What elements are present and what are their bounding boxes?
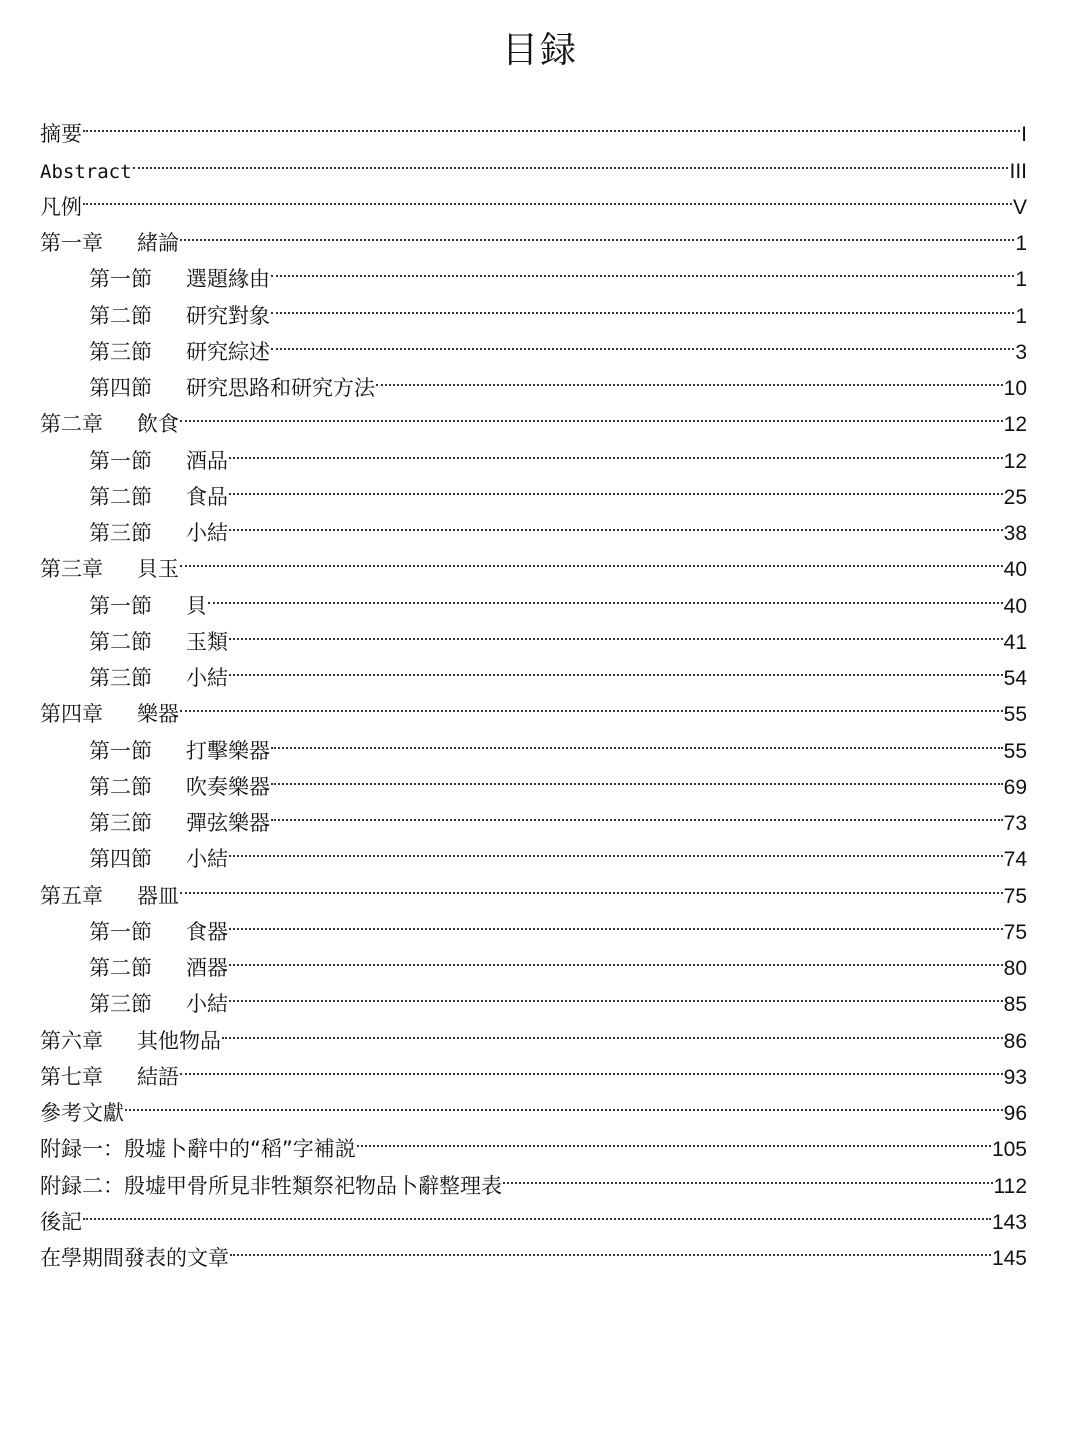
toc-entry-page-number: 112 bbox=[993, 1174, 1027, 1198]
toc-entry-number: 第二節 bbox=[89, 484, 152, 509]
toc-entry-page-number: 25 bbox=[1003, 485, 1027, 509]
dot-leader bbox=[357, 1120, 991, 1156]
dot-leader bbox=[229, 975, 1003, 1011]
toc-entry-title: 凡例 bbox=[40, 194, 82, 219]
toc-entry[interactable] bbox=[40, 866, 1027, 908]
toc-entry-number: 第三節 bbox=[89, 992, 152, 1017]
toc-entry-title: 飲食 bbox=[137, 412, 179, 437]
dot-leader bbox=[229, 939, 1003, 975]
toc-entry-page-number: 12 bbox=[1003, 413, 1027, 437]
dot-leader bbox=[125, 1084, 1003, 1120]
dot-leader bbox=[229, 649, 1003, 685]
toc-entry-number: 第一節 bbox=[89, 919, 152, 944]
dot-leader bbox=[180, 540, 1003, 576]
dot-leader bbox=[229, 830, 1003, 866]
toc-entry-page-number: 1 bbox=[1015, 232, 1027, 255]
toc-entry-label bbox=[89, 334, 270, 370]
toc-entry-title: 小結 bbox=[186, 847, 228, 872]
toc-entry-number: 第五章 bbox=[40, 883, 103, 908]
toc-entry-page-number: 145 bbox=[991, 1247, 1027, 1270]
toc-entry-title: 酒器 bbox=[186, 956, 228, 980]
toc-entry-page-number: 54 bbox=[1003, 667, 1027, 690]
toc-entry[interactable] bbox=[40, 1193, 1027, 1234]
toc-entry-page-number: 38 bbox=[1003, 522, 1027, 545]
page-title: 目録 bbox=[501, 30, 578, 71]
toc-entry[interactable] bbox=[40, 141, 1027, 183]
toc-entry-number: 第三節 bbox=[89, 666, 152, 690]
dot-leader bbox=[180, 866, 1003, 902]
toc-entry-page-number: 1 bbox=[1015, 304, 1027, 328]
toc-entry-label bbox=[40, 406, 179, 442]
dot-leader bbox=[180, 395, 1003, 431]
toc-entry-number: 第三節 bbox=[89, 521, 152, 545]
toc-entry[interactable] bbox=[40, 540, 1027, 582]
toc-entry-number: 第二節 bbox=[89, 774, 152, 799]
toc-entry-label bbox=[40, 189, 82, 225]
toc-entry-title: 其他物品 bbox=[137, 1028, 221, 1053]
toc-entry-title: 研究思路和研究方法 bbox=[186, 376, 375, 400]
toc-entry-title: 食器 bbox=[186, 919, 228, 944]
dot-leader bbox=[83, 178, 1012, 214]
toc-entry-label bbox=[89, 986, 228, 1022]
toc-entry-page-number: 40 bbox=[1003, 558, 1027, 582]
toc-entry[interactable] bbox=[40, 685, 1027, 727]
toc-entry-number: 第七章 bbox=[40, 1064, 103, 1089]
toc-entry-title: 小結 bbox=[186, 666, 228, 690]
dot-leader bbox=[271, 721, 1003, 757]
toc-entry-number: 第二節 bbox=[89, 629, 152, 654]
toc-entry[interactable] bbox=[40, 105, 1027, 147]
toc-entry-title: 吹奏樂器 bbox=[186, 774, 270, 799]
toc-entry-title: 彈弦樂器 bbox=[186, 811, 270, 835]
dot-leader bbox=[229, 903, 1003, 939]
toc-entry-page-number: 10 bbox=[1003, 377, 1027, 400]
dot-leader bbox=[271, 250, 1014, 286]
toc-entry-title: 器皿 bbox=[137, 883, 179, 908]
toc-entry[interactable] bbox=[40, 214, 1027, 255]
toc-entry-title: 摘要 bbox=[40, 122, 82, 147]
toc-entry[interactable] bbox=[40, 1084, 1027, 1125]
toc-entry-number: 第二節 bbox=[89, 956, 152, 980]
toc-entry-page-number: 3 bbox=[1015, 340, 1027, 364]
toc-entry-title: 研究對象 bbox=[186, 303, 270, 328]
toc-entry-number: 第二章 bbox=[40, 412, 103, 437]
toc-entry-title: 小結 bbox=[186, 992, 228, 1017]
toc-entry-page-number: 69 bbox=[1003, 775, 1027, 799]
toc-entry-title: 附録一：殷墟卜辭中的“稻”字補説 bbox=[40, 1137, 356, 1162]
toc-entry-label bbox=[89, 588, 207, 624]
dot-leader bbox=[180, 1048, 1003, 1084]
dot-leader bbox=[271, 794, 1003, 830]
dot-leader bbox=[133, 141, 1009, 177]
toc-entry-page-number: 41 bbox=[1003, 630, 1027, 654]
dot-leader bbox=[229, 468, 1003, 504]
dot-leader bbox=[230, 1229, 991, 1265]
toc-entry-page-number: 143 bbox=[991, 1210, 1027, 1234]
toc-entry-page-number: 55 bbox=[1003, 739, 1027, 763]
toc-entry-number: 第一節 bbox=[89, 448, 152, 473]
dot-leader bbox=[222, 1011, 1003, 1047]
toc-entry-title: 食品 bbox=[186, 484, 228, 509]
toc-entry-label bbox=[89, 443, 228, 479]
toc-entry-page-number: 86 bbox=[1003, 1029, 1027, 1053]
toc-entry-page-number: 55 bbox=[1003, 703, 1027, 727]
toc-entry-page-number: 105 bbox=[991, 1138, 1027, 1162]
toc-entry-page-number: 93 bbox=[1003, 1065, 1027, 1089]
toc-entry-label bbox=[40, 878, 179, 914]
toc-entry-title: 緒論 bbox=[137, 231, 179, 255]
toc-entry[interactable] bbox=[40, 903, 1027, 944]
toc-entry-label bbox=[89, 950, 228, 986]
toc-entry-label bbox=[40, 1204, 82, 1240]
toc-entry-page-number: 74 bbox=[1003, 848, 1027, 872]
toc-entry-title: 後記 bbox=[40, 1209, 82, 1234]
toc-entry[interactable] bbox=[40, 1120, 1027, 1162]
toc-entry-label bbox=[40, 551, 179, 587]
toc-entry[interactable] bbox=[40, 721, 1027, 763]
toc-entry-label bbox=[40, 1095, 124, 1131]
dot-leader bbox=[229, 613, 1003, 649]
toc-entry-title: 樂器 bbox=[137, 702, 179, 727]
table-of-contents bbox=[40, 105, 1027, 1270]
toc-entry-label bbox=[89, 733, 270, 769]
dot-leader bbox=[271, 758, 1003, 794]
toc-entry-number: 第一章 bbox=[40, 231, 103, 255]
toc-entry-label bbox=[40, 1131, 356, 1167]
dot-leader bbox=[180, 685, 1003, 721]
toc-entry[interactable] bbox=[40, 431, 1027, 473]
toc-entry-page-number: III bbox=[1009, 159, 1027, 183]
toc-entry[interactable] bbox=[40, 1229, 1027, 1270]
toc-entry-title: 在學期間發表的文章 bbox=[40, 1246, 229, 1270]
toc-entry-title: 研究綜述 bbox=[186, 339, 270, 364]
toc-entry-label bbox=[89, 914, 228, 950]
toc-entry-title: 選題緣由 bbox=[186, 267, 270, 292]
toc-entry-page-number: 85 bbox=[1003, 993, 1027, 1017]
toc-entry-title: 貝玉 bbox=[137, 557, 179, 582]
toc-entry-number: 第一節 bbox=[89, 267, 152, 292]
toc-entry-title: 貝 bbox=[186, 593, 207, 618]
toc-entry-title: 打擊樂器 bbox=[186, 738, 270, 763]
toc-entry-number: 第三章 bbox=[40, 557, 103, 582]
toc-entry-number: 第二節 bbox=[89, 303, 152, 328]
toc-entry-title: 酒品 bbox=[186, 448, 228, 473]
toc-entry[interactable] bbox=[40, 178, 1027, 219]
toc-entry-label bbox=[40, 116, 82, 152]
toc-entry-label bbox=[89, 769, 270, 805]
toc-entry-number: 第三節 bbox=[89, 811, 152, 835]
toc-entry-title: 結語 bbox=[137, 1064, 179, 1089]
toc-entry-title: 玉類 bbox=[186, 629, 228, 654]
dot-leader bbox=[271, 323, 1014, 359]
dot-leader bbox=[83, 1193, 991, 1229]
dot-leader bbox=[229, 504, 1003, 540]
toc-entry-page-number: 75 bbox=[1003, 884, 1027, 908]
dot-leader bbox=[180, 214, 1014, 250]
toc-entry-number: 第一節 bbox=[89, 738, 152, 763]
toc-entry[interactable] bbox=[40, 395, 1027, 437]
toc-entry-page-number: 1 bbox=[1015, 268, 1027, 292]
toc-entry-title: Abstract bbox=[40, 160, 132, 183]
dot-leader bbox=[376, 359, 1003, 395]
toc-entry-title: 參考文獻 bbox=[40, 1101, 124, 1125]
dot-leader bbox=[208, 576, 1003, 612]
toc-entry-page-number: 75 bbox=[1003, 920, 1027, 944]
toc-entry-title: 小結 bbox=[186, 521, 228, 545]
toc-entry[interactable] bbox=[40, 1048, 1027, 1089]
toc-entry-page-number: V bbox=[1012, 195, 1027, 219]
toc-entry-page-number: 40 bbox=[1003, 594, 1027, 618]
toc-entry-number: 第一節 bbox=[89, 593, 152, 618]
toc-entry-number: 第四節 bbox=[89, 847, 152, 872]
dot-leader bbox=[503, 1156, 993, 1192]
toc-entry-label bbox=[40, 696, 179, 732]
toc-entry-number: 第六章 bbox=[40, 1028, 103, 1053]
dot-leader bbox=[83, 105, 1020, 141]
toc-entry-label bbox=[89, 624, 228, 660]
toc-entry-number: 第四章 bbox=[40, 702, 103, 727]
toc-entry-page-number: 12 bbox=[1003, 449, 1027, 473]
toc-entry-page-number: 73 bbox=[1003, 812, 1027, 835]
toc-entry-title: 附録二：殷墟甲骨所見非牲類祭祀物品卜辭整理表 bbox=[40, 1173, 502, 1198]
toc-entry-page-number: 96 bbox=[1003, 1102, 1027, 1125]
toc-entry-label bbox=[40, 225, 179, 261]
toc-entry-number: 第四節 bbox=[89, 376, 152, 400]
dot-leader bbox=[229, 431, 1003, 467]
toc-entry[interactable] bbox=[40, 576, 1027, 618]
toc-entry[interactable] bbox=[40, 250, 1027, 292]
toc-entry-label bbox=[40, 1240, 229, 1276]
toc-entry-label bbox=[89, 261, 270, 297]
toc-entry-page-number: 80 bbox=[1003, 957, 1027, 980]
toc-entry-label bbox=[89, 298, 270, 334]
toc-entry-number: 第三節 bbox=[89, 339, 152, 364]
toc-entry-page-number: I bbox=[1021, 123, 1027, 147]
toc-entry-label bbox=[89, 479, 228, 515]
dot-leader bbox=[271, 286, 1014, 322]
